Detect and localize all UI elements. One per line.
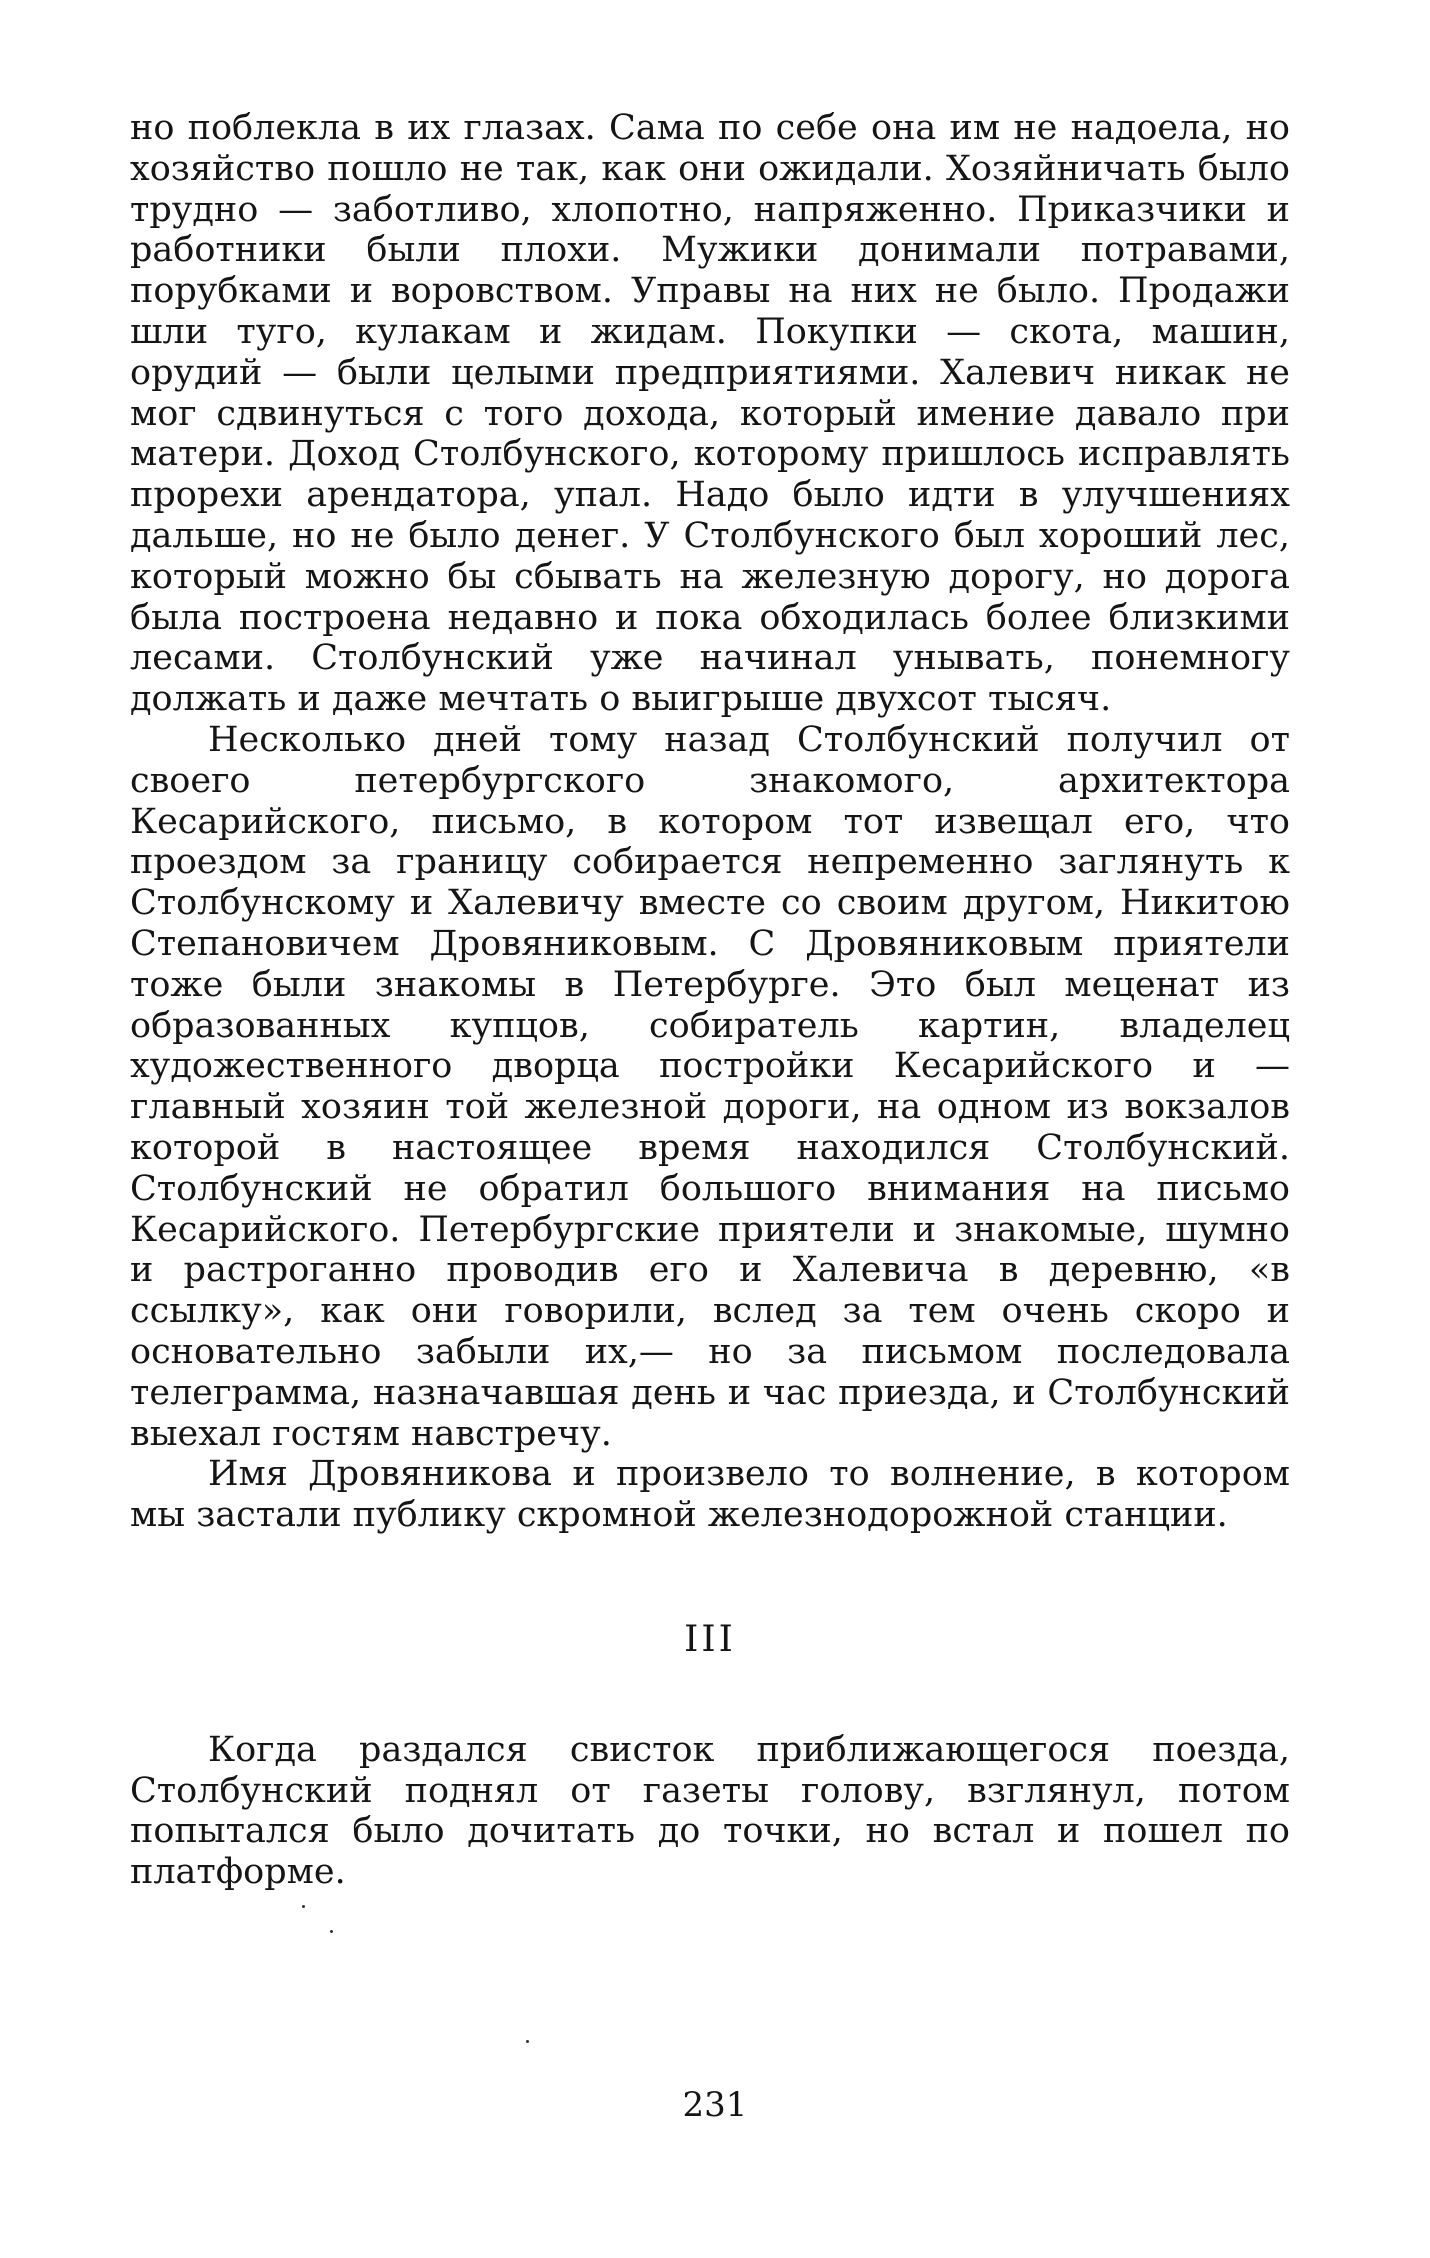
paragraph-continuation: но поблекла в их глазах. Сама по себе она им не надоела, но хозяйство пошло не так, как они ожидали. Хозяйничать было трудно — заботливо, хлопотно, напряженно. Приказчики и работники были плохи. Мужики донимали потравами, порубками и воровством. Управы на них не было. Продажи шли туго, кулакам и жидам. Покупки — скота, машин, орудий — были целыми предприятиями. Халевич никак не мог сдвинуться с того дохода, который имение давало при матери. Доход Столбунского, которому пришлось исправлять прорехи арендатора, упал. Надо было идти в улучшениях дальше, но не было денег. У Столбунского был хороший лес, который можно бы сбывать на железную дорогу, но дорога была построена недавно и пока обходилась более близкими лесами. Столбунский уже начинал унывать, понемногу должать и даже мечтать о выигрыше двухсот тысяч. [130,108,1290,720]
print-speck [330,1930,333,1933]
paragraph-letter: Несколько дней тому назад Столбунский получил от своего петербургского знакомого, архитектора Кесарийского, письмо, в котором тот извещал его, что проездом за границу собирается непременно заглянуть к Столбунскому и Халевичу вместе со своим другом, Никитою Степановичем Дровяниковым. С Дровяниковым приятели тоже были знакомы в Петербурге. Это был меценат из образованных купцов, собиратель картин, владелец художественного дворца постройки Кесарийского и — главный хозяин той железной дороги, на одном из вокзалов которой в настоящее время находился Столбунский. Столбунский не обратил большого внимания на письмо Кесарийского. Петербургские приятели и знакомые, шумно и растроганно проводив его и Халевича в деревню, «в ссылку», как они говорили, вслед за тем очень скоро и основательно забыли их,— но за письмом последовала телеграмма, назначавшая день и час приезда, и Столбунский выехал гостям навстречу. [130,719,1290,1454]
text-column [130,108,1290,1893]
paragraph-train-whistle: Когда раздался свисток приближающегося поезда, Столбунский поднял от газеты голову, взглянул, потом попытался было дочитать до точки, но встал и пошел по платформе. [130,1729,1290,1893]
print-speck [302,1905,305,1908]
paragraph-dorvyanikov-name: Имя Дровяникова и произвело то волнение, в котором мы застали публику скромной железнодорожной станции. [130,1454,1290,1536]
print-speck [526,2040,529,2043]
chapter-heading: III [684,1618,736,1660]
page-number: 231 [682,2085,748,2125]
